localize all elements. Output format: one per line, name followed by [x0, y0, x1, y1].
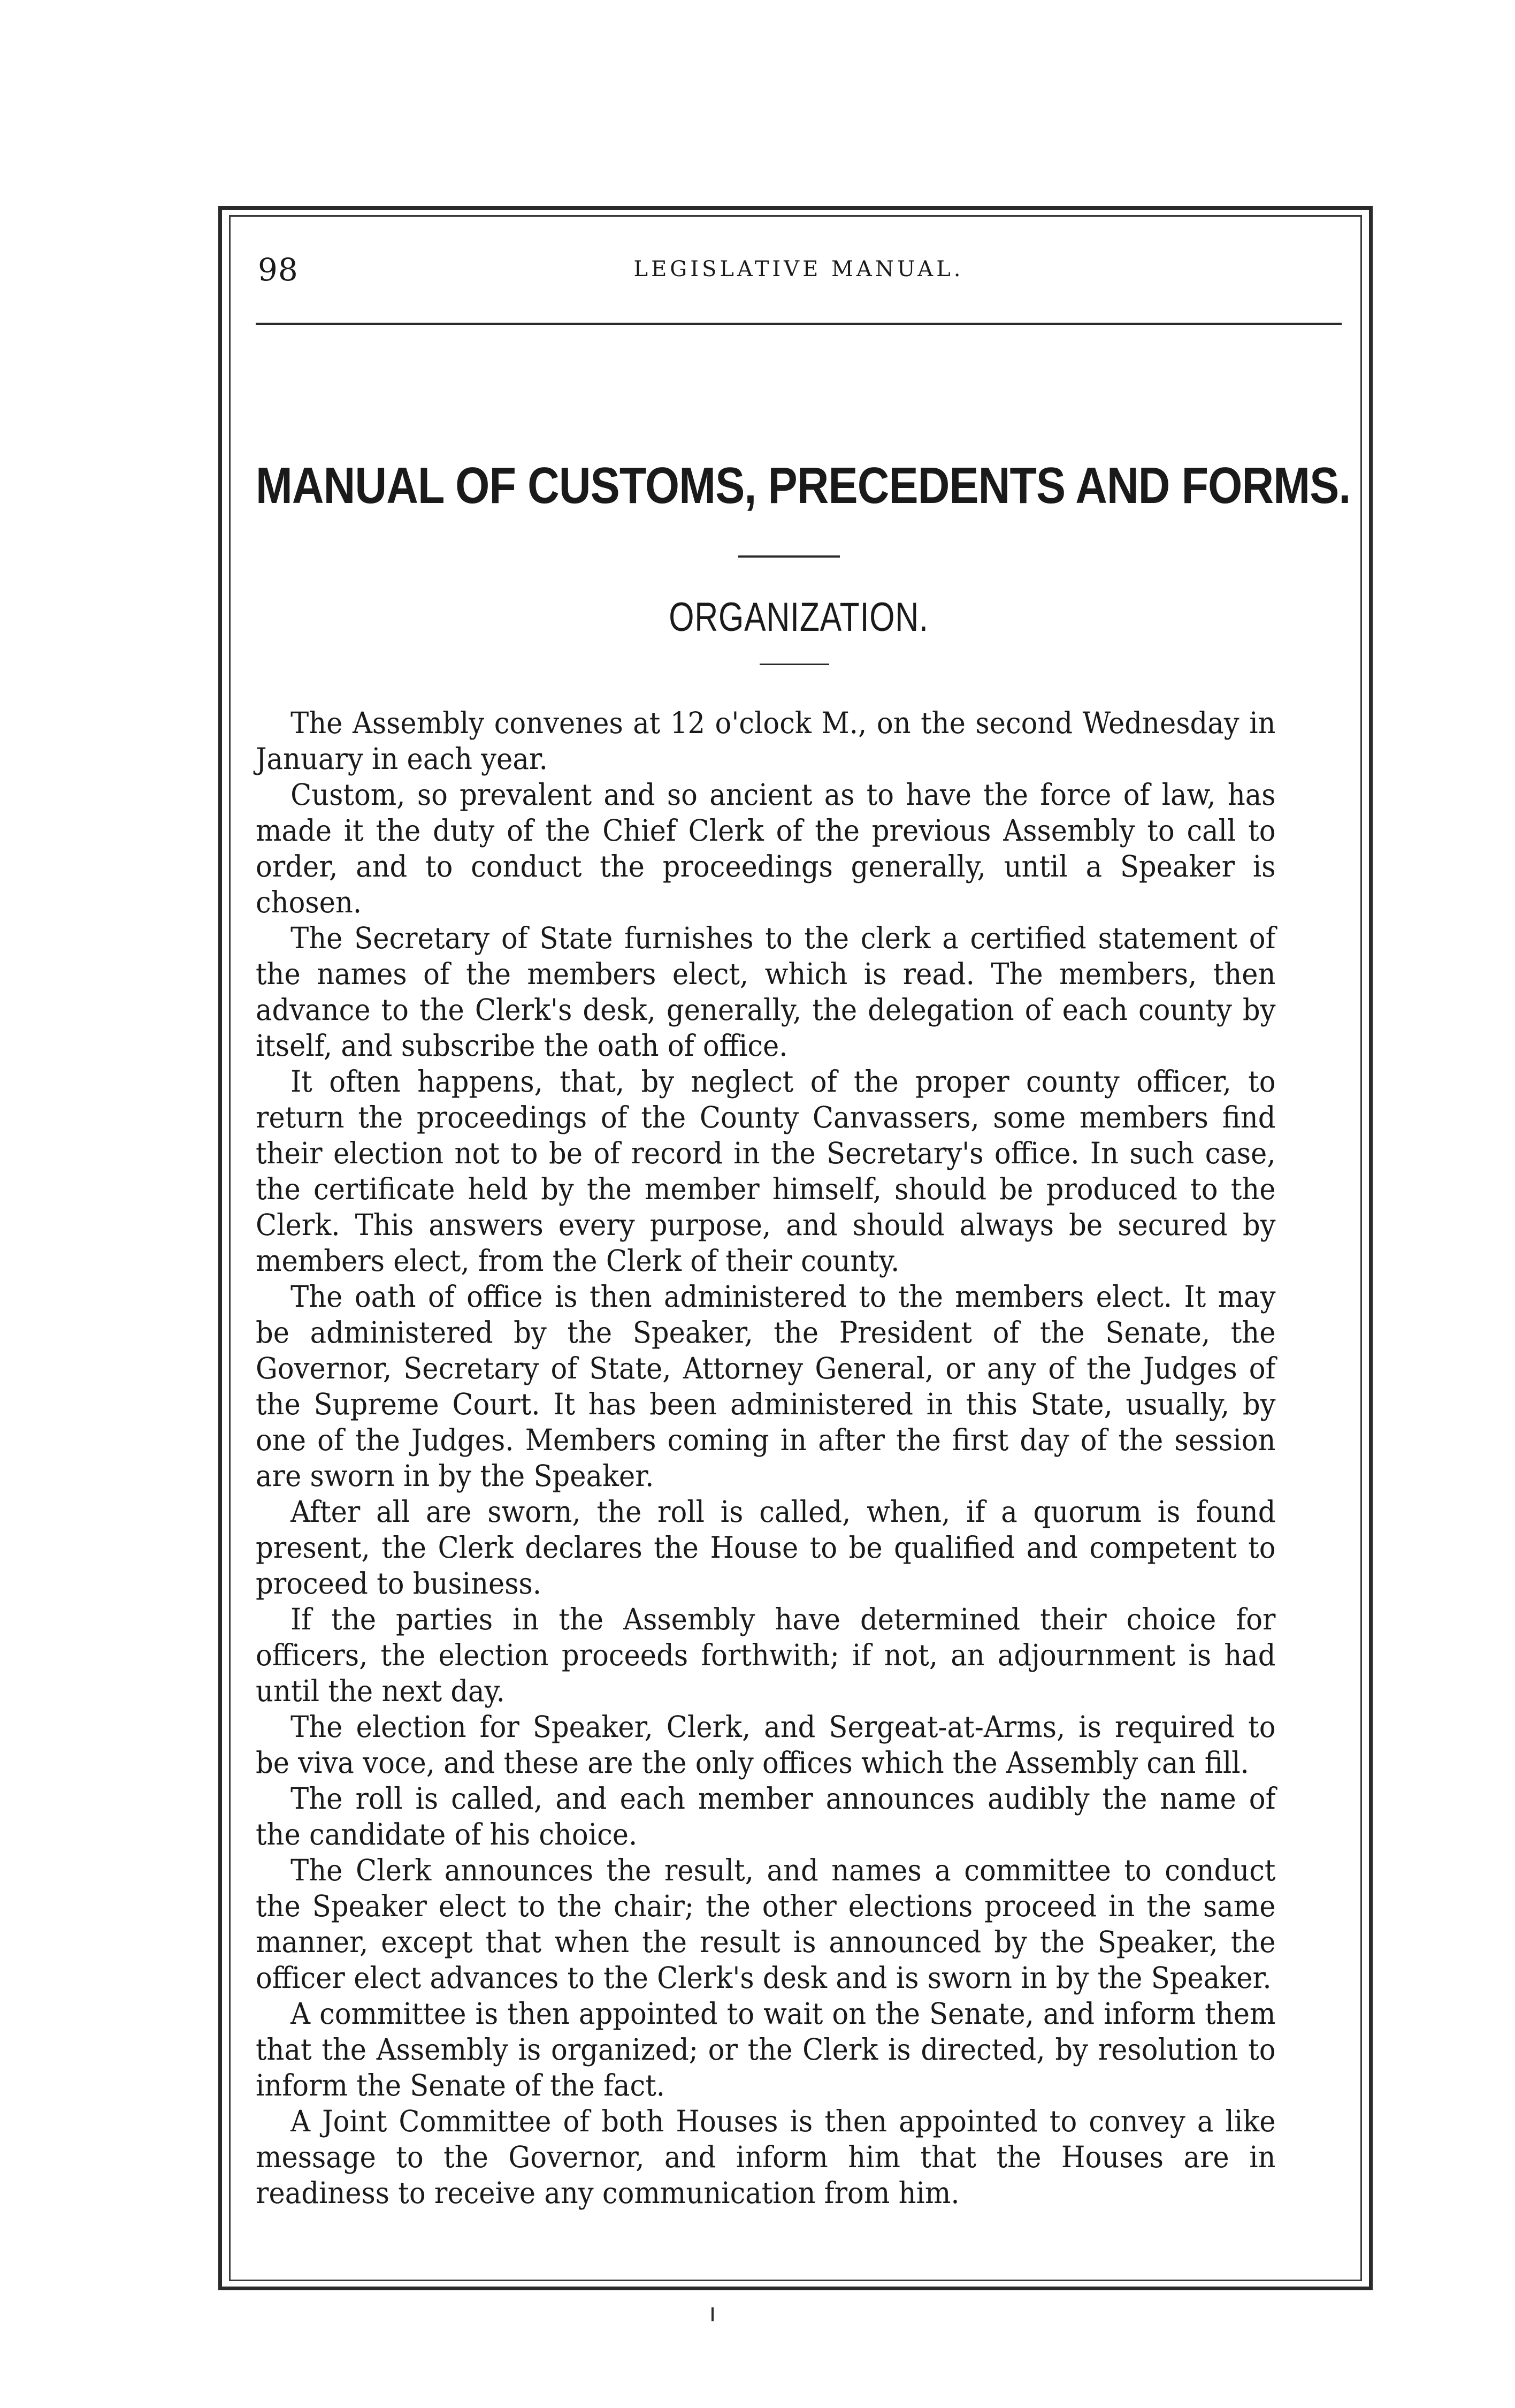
- paragraph: Custom, so prevalent and so ancient as to have the force of law, has made it the duty of the Chief Clerk of the previous Assembly to call to order, and to conduct the proceedings generally, until a Speaker is chosen.: [256, 778, 1276, 919]
- body-text: [256, 705, 1276, 2211]
- paragraph: The Assembly convenes at 12 o'clock M., on the second Wednesday in January in each year.: [256, 706, 1276, 776]
- paragraph: The roll is called, and each member announces audibly the name of the candidate of his choice.: [256, 1781, 1276, 1851]
- paragraph: After all are sworn, the roll is called, when, if a quorum is found present, the Clerk declares the House to be qualified and competent to proceed to business.: [256, 1495, 1276, 1601]
- paragraph: It often happens, that, by neglect of the proper county officer, to return the proceedings of the County Canvassers, some members find their election not to be of record in the Secretary's office. In such case, the certificate held by the member himself, should be produced to the Clerk. This answers every purpose, and should always be secured by members elect, from the Clerk of their county.: [256, 1064, 1276, 1278]
- running-head: LEGISLATIVE MANUAL.: [633, 257, 964, 281]
- main-title: MANUAL OF CUSTOMS, PRECEDENTS AND FORMS.: [256, 457, 1351, 514]
- section-title: ORGANIZATION.: [669, 595, 929, 640]
- page-number: 98: [258, 252, 299, 288]
- paragraph: The oath of office is then administered to the members elect. It may be administered by the Speaker, the President of the Senate, the Governor, Secretary of State, Attorney General, or any of the Judges of the Supreme Court. It has been administered in this State, usually, by one of the Judges. Members coming in after the first day of the session are sworn in by the Speaker.: [256, 1279, 1276, 1493]
- signature-mark: [711, 2307, 714, 2321]
- paragraph: The Clerk announces the result, and names a committee to conduct the Speaker elect to the chair; the other elections proceed in the same manner, except that when the result is announced by the Speaker, the officer elect advances to the Clerk's desk and is sworn in by the Speaker.: [256, 1853, 1276, 1995]
- paragraph: A Joint Committee of both Houses is then appointed to convey a like message to the Governor, and inform him that the Houses are in readiness to receive any communication from him.: [256, 2104, 1276, 2210]
- page-header: [256, 252, 1342, 289]
- title-divider: [738, 555, 840, 558]
- paragraph: The election for Speaker, Clerk, and Sergeat-at-Arms, is required to be viva voce, and these are the only offices which the Assembly can fill.: [256, 1710, 1276, 1780]
- header-divider: [256, 323, 1342, 325]
- paragraph: A committee is then appointed to wait on the Senate, and inform them that the Assembly is organized; or the Clerk is directed, by resolution to inform the Senate of the fact.: [256, 1996, 1276, 2102]
- section-divider: [760, 664, 829, 665]
- paragraph: The Secretary of State furnishes to the clerk a certified statement of the names of the members elect, which is read. The members, then advance to the Clerk's desk, generally, the delegation of each county by itself, and subscribe the oath of office.: [256, 921, 1276, 1063]
- paragraph: If the parties in the Assembly have determined their choice for officers, the election proceeds forthwith; if not, an adjournment is had until the next day.: [256, 1602, 1276, 1708]
